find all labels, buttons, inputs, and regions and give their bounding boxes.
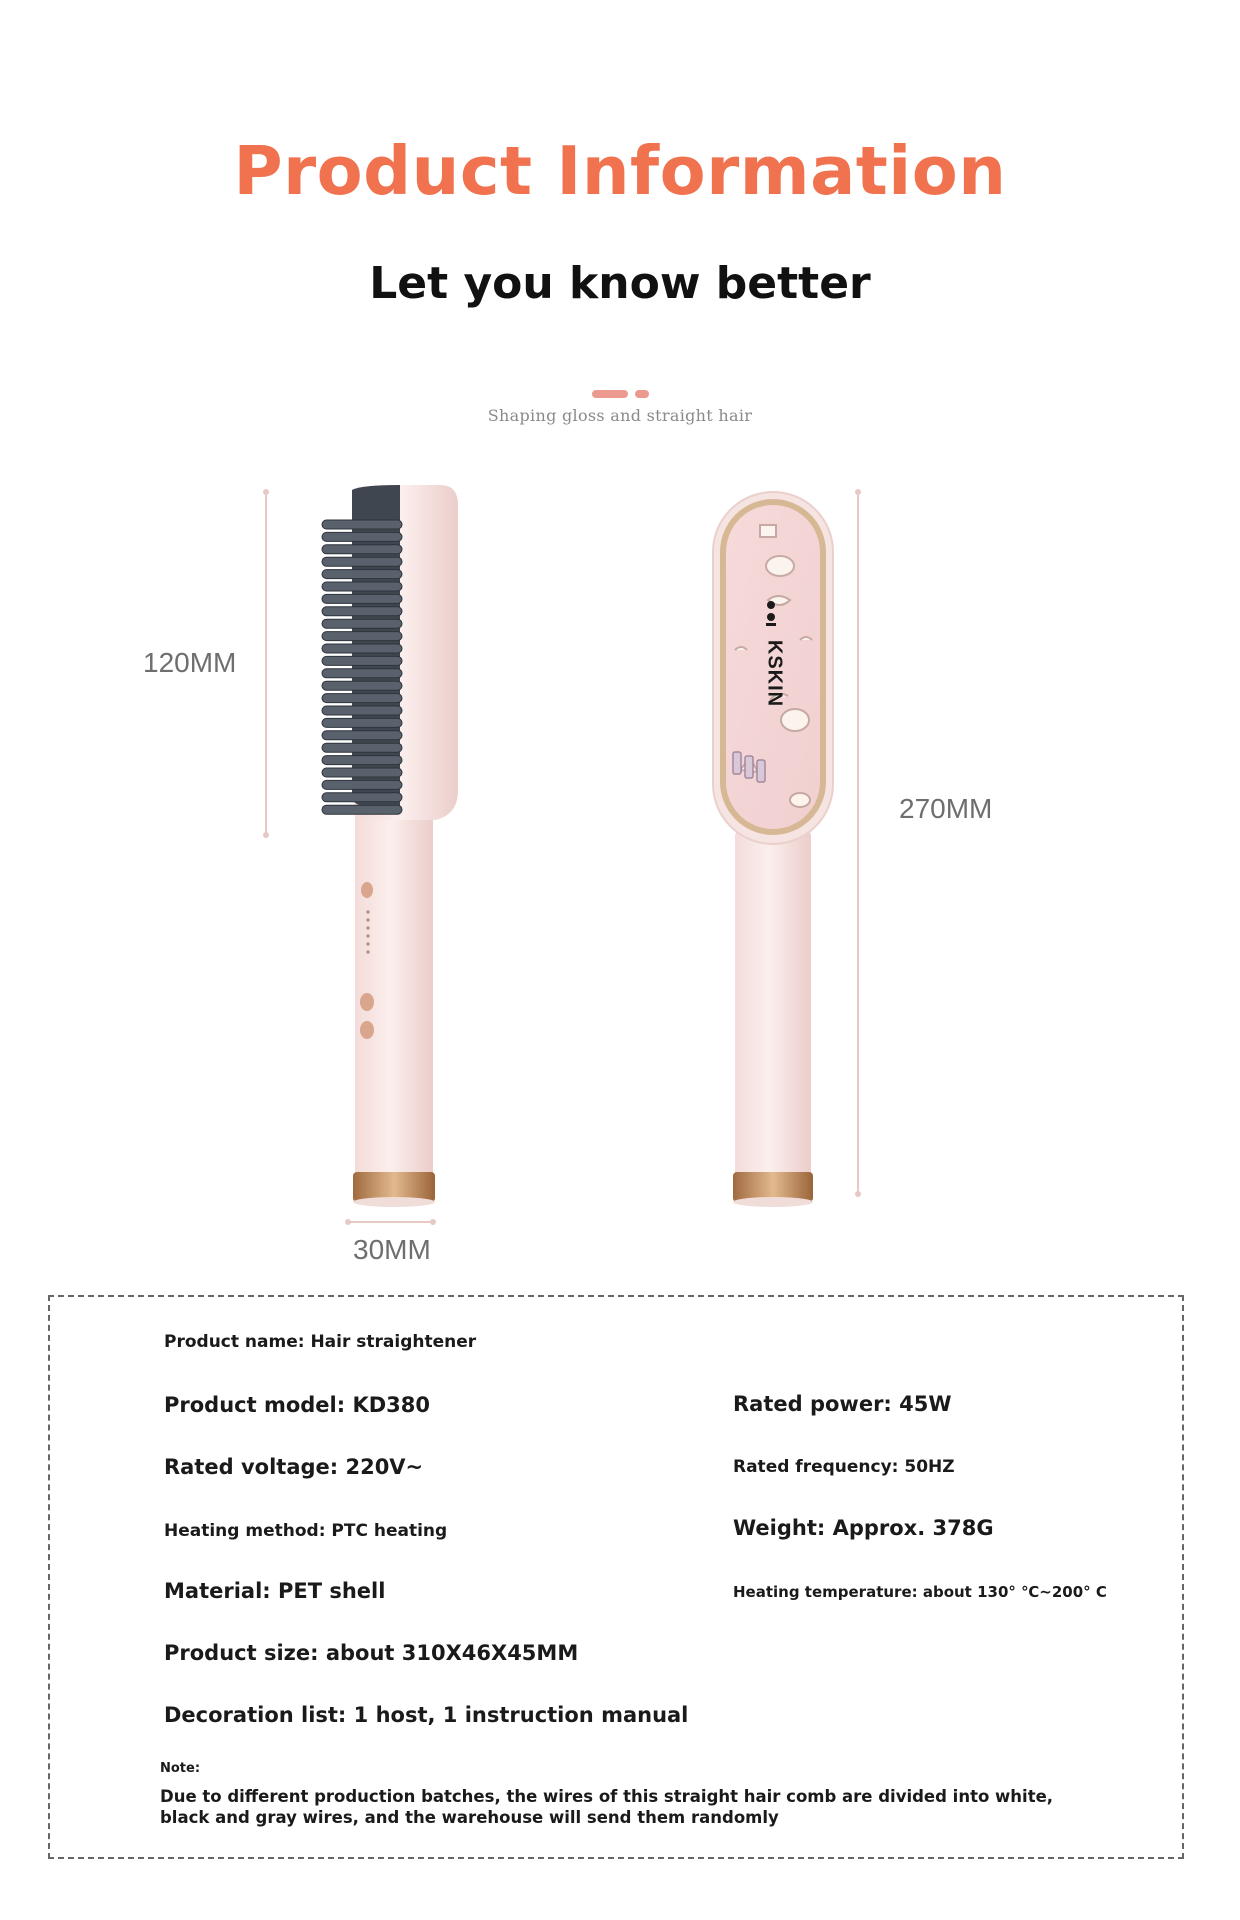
spec-rated-voltage: Rated voltage: 220V~ <box>164 1455 424 1479</box>
bristle <box>322 768 402 777</box>
bristle <box>322 718 402 727</box>
brush-side-view <box>322 485 458 1207</box>
bristle <box>322 594 402 603</box>
bristle <box>322 644 402 653</box>
bristle <box>322 731 402 740</box>
spec-weight: Weight: Approx. 378G <box>733 1516 994 1540</box>
spec-rated-frequency: Rated frequency: 50HZ <box>733 1457 955 1477</box>
tagline: Shaping gloss and straight hair <box>487 406 753 425</box>
dimension-label-length: 270MM <box>899 793 993 824</box>
bristle <box>322 793 402 802</box>
bristle <box>322 532 402 541</box>
bristle <box>322 570 402 579</box>
bristle <box>322 756 402 765</box>
bristle <box>322 632 402 641</box>
bristle <box>322 780 402 789</box>
spec-product-model: Product model: KD380 <box>164 1393 430 1417</box>
note-label: Note: <box>160 1761 201 1776</box>
bristle <box>322 681 402 690</box>
brush-back-view <box>713 492 833 1207</box>
bristle <box>322 706 402 715</box>
spec-heating-temperature: Heating temperature: about 130° ℃~200° C <box>733 1583 1107 1601</box>
dimension-label-width: 30MM <box>353 1234 431 1265</box>
note-text: Due to different production batches, the wires of this straight hair comb are divided into white, black and gray wires, and the warehouse will send them randomly <box>160 1787 1054 1827</box>
dimension-line-width <box>345 1219 436 1225</box>
spec-box <box>48 1295 1184 1859</box>
page-title: Product Information <box>233 132 1007 210</box>
bristle <box>322 607 402 616</box>
dimension-line-comb <box>263 489 269 838</box>
bristle <box>322 520 402 529</box>
spec-material: Material: PET shell <box>164 1579 386 1603</box>
brand-text: KSKIN <box>763 639 786 708</box>
bristle <box>322 545 402 554</box>
spec-decoration-list: Decoration list: 1 host, 1 instruction manual <box>164 1703 689 1727</box>
bristle <box>322 582 402 591</box>
bristle <box>322 805 402 814</box>
spec-rated-power: Rated power: 45W <box>733 1392 952 1416</box>
bristle <box>322 743 402 752</box>
bristle <box>322 669 402 678</box>
dimension-label-comb: 120MM <box>143 647 237 678</box>
page-subtitle: Let you know better <box>369 258 871 309</box>
bristle <box>322 557 402 566</box>
spec-heating-method: Heating method: PTC heating <box>164 1521 448 1541</box>
bristle <box>322 656 402 665</box>
spec-product-size: Product size: about 310X46X45MM <box>164 1641 579 1665</box>
bristle <box>322 619 402 628</box>
spec-product-name: Product name: Hair straightener <box>164 1332 477 1352</box>
dimension-line-length <box>855 489 861 1197</box>
bristle <box>322 694 402 703</box>
